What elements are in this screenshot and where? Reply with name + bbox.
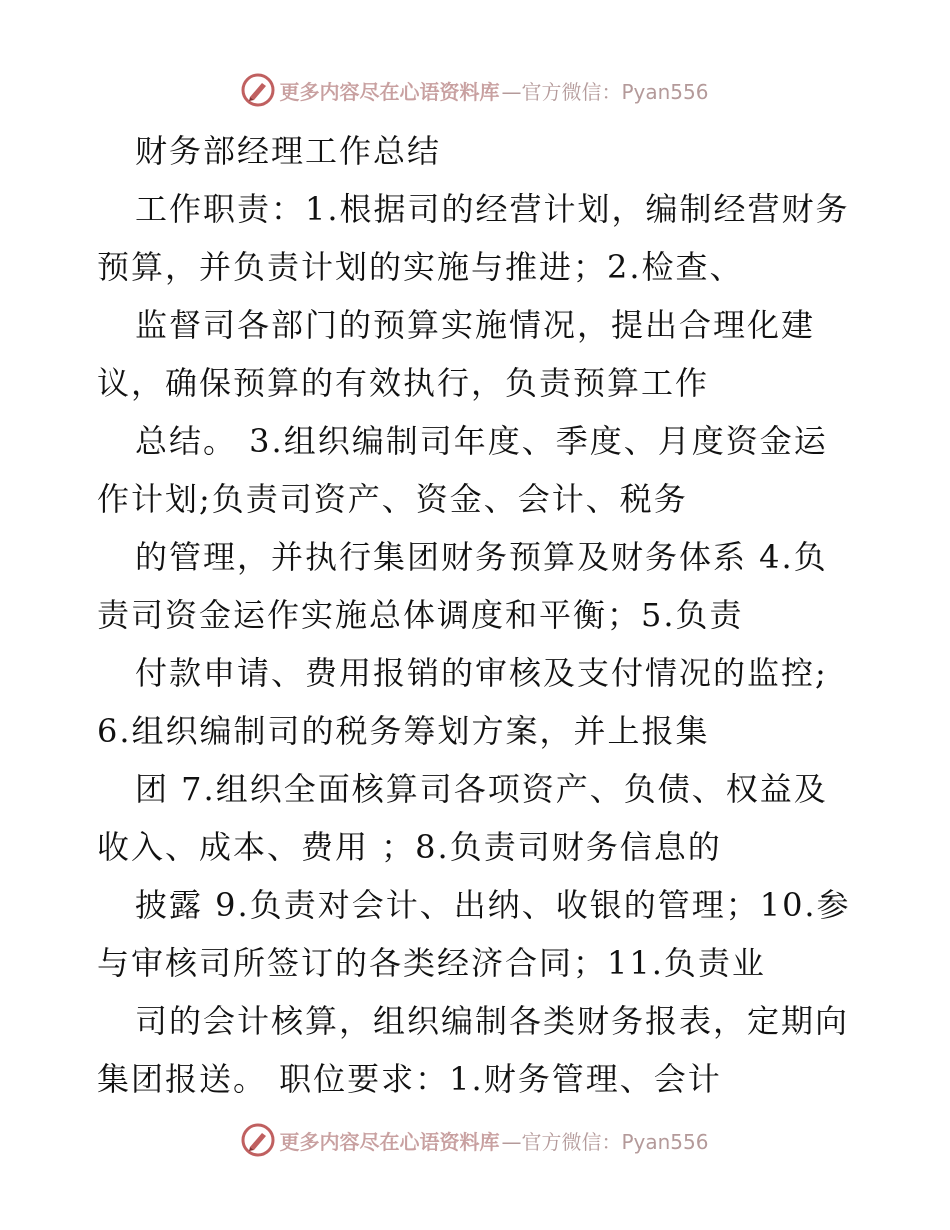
footer-banner-text: 更多内容尽在心语资料库 [279,1129,500,1154]
text-line: 责司资金运作实施总体调度和平衡；5.负责 [97,596,744,634]
header-banner-suffix: —官方微信：Pyan556 [501,79,709,104]
text-line: 付款申请、费用报销的审核及支付情况的监控; [135,654,828,692]
pen-logo-icon [241,73,275,107]
text-line: 的管理，并执行集团财务预算及财务体系 4.负 [135,538,828,576]
text-line: 工作职责：1.根据司的经营计划，编制经营财务 [135,190,850,228]
document-title: 财务部经理工作总结 [135,132,442,170]
pen-logo-icon [241,1123,275,1157]
text-line: 司的会计核算，组织编制各类财务报表，定期向 [135,1002,850,1040]
text-line: 集团报送。 职位要求：1.财务管理、会计 [97,1060,722,1098]
text-line: 与审核司所签订的各类经济合同；11.负责业 [97,944,766,982]
text-line: 监督司各部门的预算实施情况，提出合理化建 [135,306,816,344]
text-line: 披露 9.负责对会计、出纳、收银的管理；10.参 [135,886,851,924]
document-body [97,122,887,1108]
text-line: 收入、成本、费用 ；8.负责司财务信息的 [97,828,722,866]
text-line: 团 7.组织全面核算司各项资产、负债、权益及 [135,770,828,808]
header-banner-text: 更多内容尽在心语资料库 [279,79,500,104]
text-line: 预算，并负责计划的实施与推进；2.检查、 [97,248,744,286]
footer-banner-suffix: —官方微信：Pyan556 [501,1129,709,1154]
text-line: 议，确保预算的有效执行，负责预算工作 [97,364,710,402]
footer-watermark-banner [0,1120,950,1160]
text-line: 总结。 3.组织编制司年度、季度、月度资金运 [135,422,828,460]
header-watermark-banner [0,70,950,110]
text-line: 作计划;负责司资产、资金、会计、税务 [97,480,688,518]
text-line: 6.组织编制司的税务筹划方案，并上报集 [97,712,710,750]
